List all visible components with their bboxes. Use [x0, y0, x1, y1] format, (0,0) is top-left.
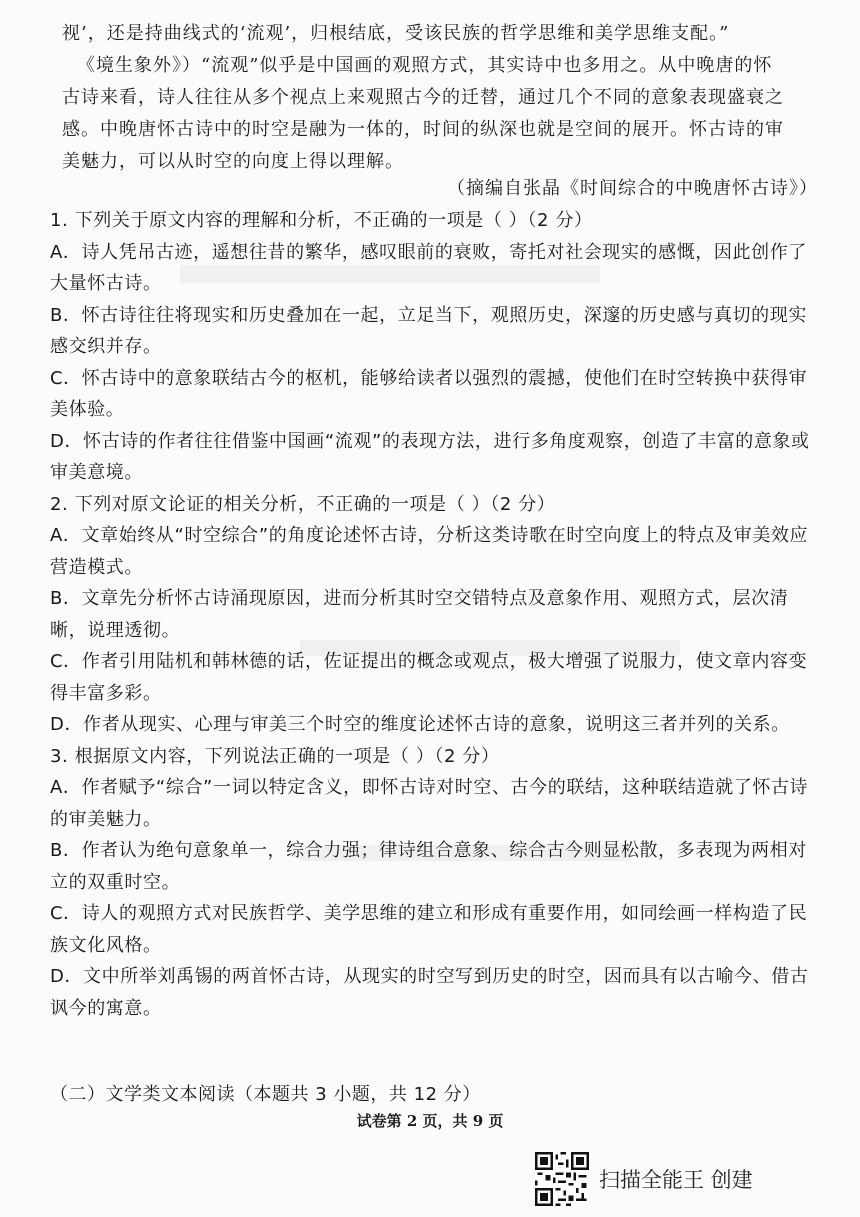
option-b: B．文章先分析怀古诗涌现原因，进而分析其时空交错特点及意象作用、观照方式，层次清晰，说理透彻。 [50, 588, 789, 641]
passage-line: 视’，还是持曲线式的‘流观’，归根结底，受该民族的哲学思维和美学思维支配。” [62, 23, 730, 44]
question-list [50, 205, 820, 1024]
option-c: C．诗人的观照方式对民族哲学、美学思维的建立和形成有重要作用，如同绘画一样构造了民族文化风格。 [50, 903, 808, 956]
passage-line: 古诗来看，诗人往往从多个视点上来观照古今的迁替，通过几个不同的意象表现盛衰之 [62, 87, 784, 108]
option-d: D．作者从现实、心理与审美三个时空的维度论述怀古诗的意象，说明这三者并列的关系。 [50, 714, 790, 735]
question-2 [50, 489, 820, 741]
qr-code-icon [535, 1152, 589, 1206]
option-d: D．怀古诗的作者往往借鉴中国画“流观”的表现方法，进行多角度观察，创造了丰富的意象或审美意境。 [50, 430, 810, 483]
option-d: D．文中所举刘禹锡的两首怀古诗，从现实的时空写到历史的时空，因而具有以古喻今、借古讽今的寓意。 [50, 966, 809, 1019]
option-a: A．文章始终从“时空综合”的角度论述怀古诗，分析这类诗歌在时空向度上的特点及审美效应营造模式。 [50, 525, 809, 578]
option-a: A．作者赋予“综合”一词以特定含义，即怀古诗对时空、古今的联结，这种联结造就了怀古诗的审美魅力。 [50, 777, 809, 830]
passage-line: 美魅力，可以从时空的向度上得以理解。 [62, 151, 404, 172]
watermark-label: 扫描全能王 创建 [599, 1168, 753, 1192]
option-b: B．作者认为绝句意象单一，综合力强；律诗组合意象、综合古今则显松散，多表现为两相对立的双重时空。 [50, 840, 807, 893]
question-1 [50, 205, 820, 489]
passage-source: （摘编自张晶《时间综合的中晚唐怀古诗》） [447, 178, 818, 199]
option-a: A．诗人凭吊古迹，遥想往昔的繁华，感叹眼前的衰败，寄托对社会现实的感慨，因此创作了大量怀古诗。 [50, 241, 807, 294]
option-c: C．怀古诗中的意象联结古今的枢机，能够给读者以强烈的震撼，使他们在时空转换中获得审美体验。 [50, 367, 808, 420]
passage-line: 感。中晚唐怀古诗中的时空是融为一体的，时间的纵深也就是空间的展开。怀古诗的审 [62, 119, 784, 140]
option-c: C．作者引用陆机和韩林德的话，佐证提出的概念或观点，极大增强了说服力，使文章内容变得丰富多彩。 [50, 651, 808, 704]
question-3 [50, 741, 820, 1025]
option-b: B．怀古诗往往将现实和历史叠加在一起，立足当下，观照历史，深邃的历史感与真切的现实感交织并存。 [50, 304, 807, 357]
question-stem: 1. 下列关于原文内容的理解和分析，不正确的一项是（ ）（2 分） [50, 210, 593, 231]
question-stem: 2. 下列对原文论证的相关分析，不正确的一项是（ ）（2 分） [50, 493, 556, 515]
reading-passage [62, 18, 822, 178]
page-number: 试卷第 2 页，共 9 页 [356, 1112, 504, 1130]
section-heading: （二）文学类文本阅读（本题共 3 小题，共 12 分） [50, 1084, 481, 1105]
question-stem: 3. 根据原文内容，下列说法正确的一项是（ ）（2 分） [50, 745, 500, 767]
scanner-watermark [535, 1152, 753, 1206]
passage-line: 《境生象外》）“流观”似乎是中国画的观照方式，其实诗中也多用之。从中晚唐的怀 [77, 55, 773, 76]
